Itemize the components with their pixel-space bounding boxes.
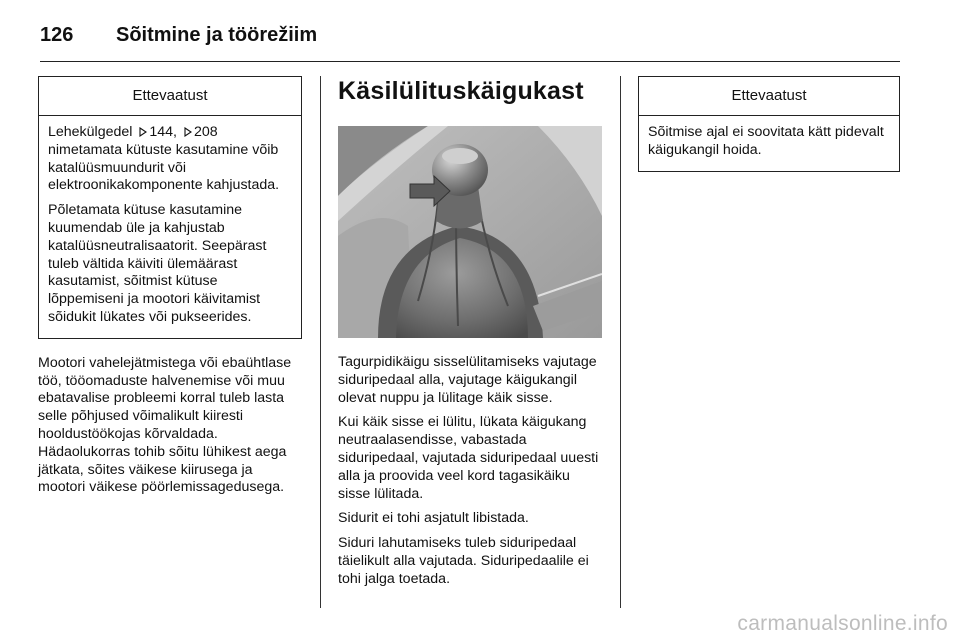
warning-body xyxy=(39,116,301,338)
page-reference-icon xyxy=(184,127,192,137)
gear-shift-photo xyxy=(338,126,602,338)
instruction-paragraph-2: Kui käik sisse ei lülitu, lükata käigukang neutraalasendisse, vabastada siduripedaal, vajutada siduripedaal uuesti alla ja proovida veel kord tagasikäiku sisse lülitada. xyxy=(338,414,599,502)
warning-box-right xyxy=(638,76,900,172)
body-paragraph: Mootori vahelejätmistega või ebaühtlase töö, tööomaduste halvenemise või muu ebatavalise probleemi korral tuleb lasta selle põhjused võimalikult kiiresti hooldustöökojas kõrvaldada. Hädaolukorras tohib sõitu lühikest aega jätkata, sõites väikese kiirusega ja mootori väikese pöörlemissagedusega. xyxy=(38,354,292,496)
warning-title: Ettevaatust xyxy=(39,77,301,116)
column-divider-right xyxy=(620,76,621,608)
right-column xyxy=(638,76,900,172)
page-reference-link-2[interactable]: 208 xyxy=(193,124,218,140)
warning-body xyxy=(639,116,899,171)
page-reference-link-1[interactable]: 144, xyxy=(149,124,177,140)
middle-column xyxy=(338,76,602,596)
watermark: carmanualsonline.info xyxy=(737,612,948,635)
warning-box-left xyxy=(38,76,302,339)
left-column xyxy=(38,76,302,504)
warning-text: Sõitmise ajal ei soovitata kätt pidevalt käigukangil hoida. xyxy=(648,124,884,158)
warning-text: Lehekülgedel xyxy=(48,124,133,140)
instruction-paragraph-3: Sidurit ei tohi asjatult libistada. xyxy=(338,510,529,527)
section-title: Sõitmine ja töörežiim xyxy=(116,23,318,46)
instruction-paragraph-1: Tagurpidikäigu sisselülitamiseks vajutage siduripedaal alla, vajutage käigukangil olevat nuppu ja lülitage käik sisse. xyxy=(338,354,597,406)
page-reference-icon xyxy=(139,127,147,137)
warning-paragraph-2: Põletamata kütuse kasutamine kuumendab üle ja kahjustab katalüüsneutralisaatorit. Seepärast tuleb vältida käiviti ülemäärast kasutamist, sõitmist kütuse lõppemiseni ja mootori käivitamist sõidukit lükates või pukseerides. xyxy=(48,202,267,325)
column-divider-left xyxy=(320,76,321,608)
instruction-paragraph-4: Siduri lahutamiseks tuleb siduripedaal täielikult alla vajutada. Siduripedaalile ei tohi jalga toetada. xyxy=(338,535,589,587)
header-divider xyxy=(40,61,900,62)
warning-text: nimetamata kütuste kasutamine võib katalüüsmuundurit või elektroonikakomponente kahjustada. xyxy=(48,141,280,194)
warning-title: Ettevaatust xyxy=(639,77,899,116)
main-heading: Käsilülituskäigukast xyxy=(338,77,584,105)
page-number: 126 xyxy=(40,23,74,46)
warning-paragraph-1 xyxy=(48,124,293,195)
page-header xyxy=(40,18,317,52)
